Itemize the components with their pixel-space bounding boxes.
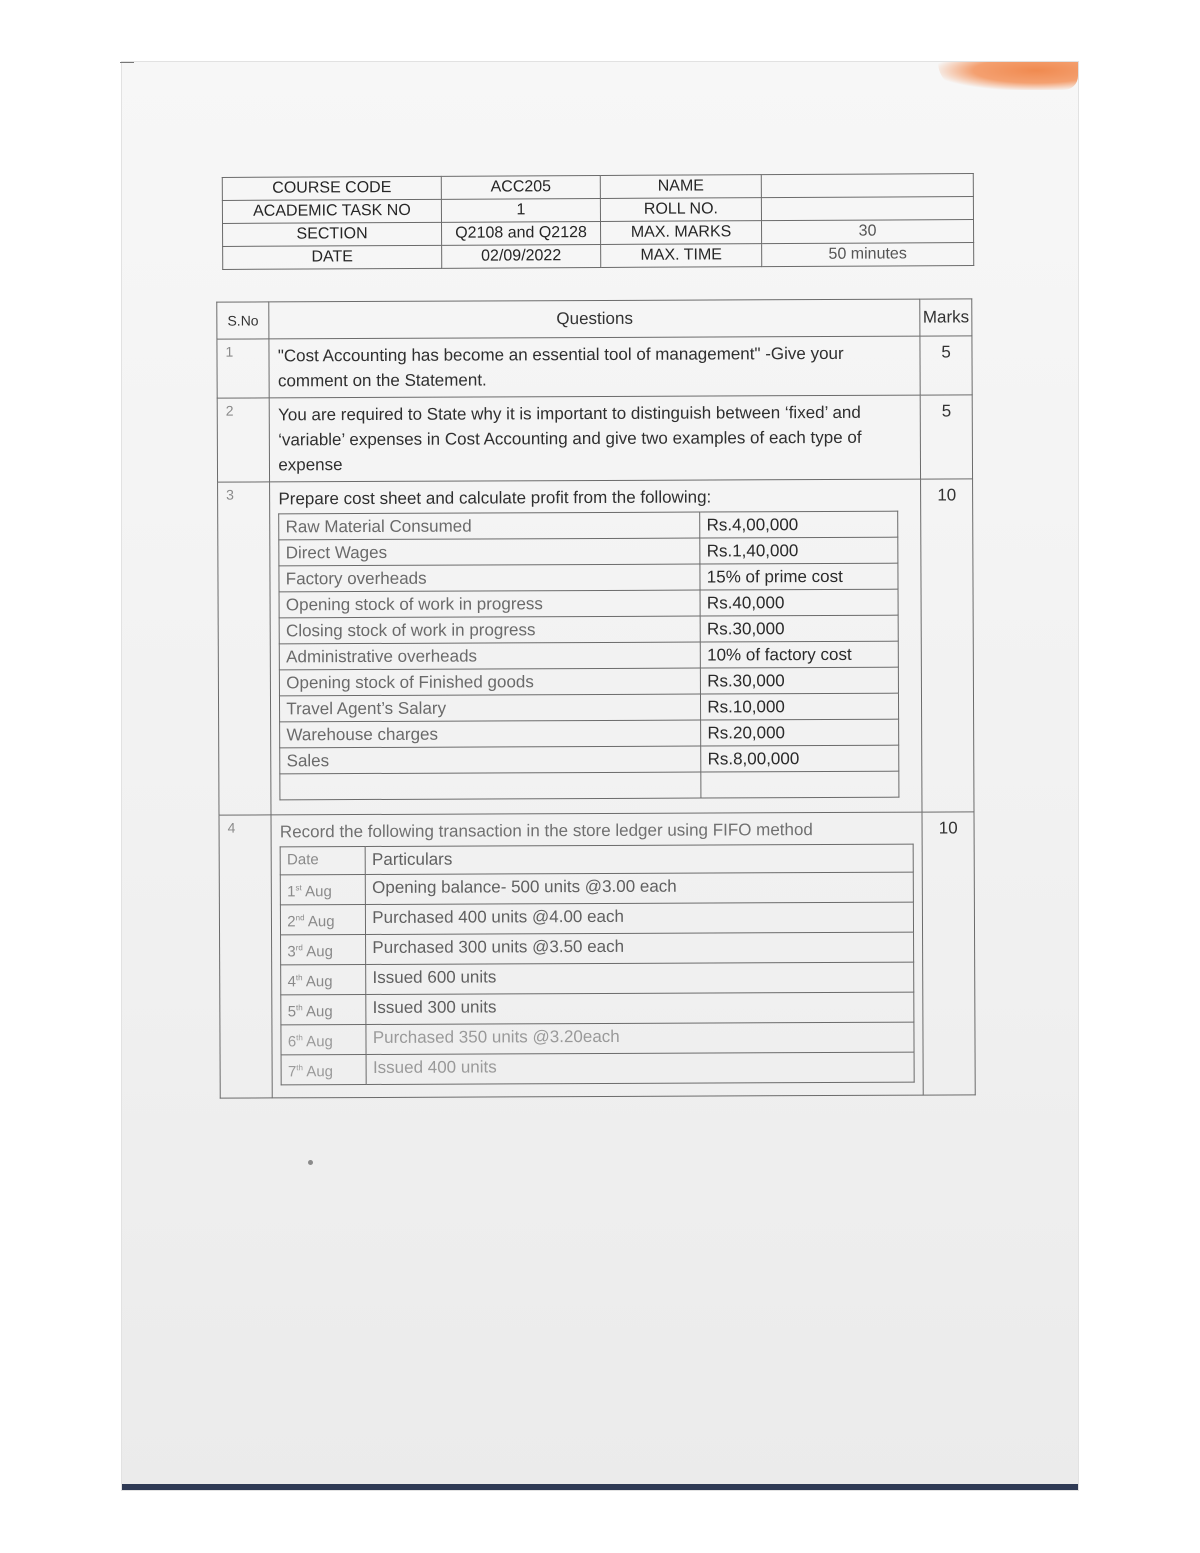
cost-item-amount: Rs.8,00,000 [701, 745, 899, 772]
max-marks-value: 30 [761, 220, 973, 244]
cost-item-amount: Rs.30,000 [700, 615, 898, 642]
cost-item-label: Travel Agent’s Salary [280, 694, 701, 722]
cost-item-label: Factory overheads [279, 564, 700, 592]
cost-item-amount: Rs.30,000 [701, 667, 899, 694]
question-row-3 [218, 479, 974, 815]
name-value [761, 174, 973, 198]
marks-header: Marks [920, 299, 972, 336]
q1-marks: 5 [920, 336, 972, 395]
cost-item-label: Sales [280, 746, 701, 774]
cost-item-label: Direct Wages [279, 538, 700, 566]
q4-cell [271, 812, 923, 1098]
cost-item-amount: Rs.10,000 [701, 693, 899, 720]
q4-marks: 10 [922, 812, 975, 1095]
question-row-2 [217, 395, 972, 482]
entry-date: 4th Aug [281, 965, 366, 995]
info-row-date [223, 243, 974, 270]
cost-row [280, 745, 899, 774]
cost-item-amount: Rs.4,00,000 [700, 511, 898, 538]
section-value: Q2108 and Q2128 [442, 221, 601, 245]
entry-date: 3rd Aug [281, 935, 366, 965]
max-time-value: 50 minutes [762, 243, 974, 267]
ledger-row [281, 1022, 914, 1055]
entry-particulars: Issued 400 units [366, 1052, 914, 1084]
ink-dot [308, 1160, 313, 1165]
entry-particulars: Issued 300 units [366, 992, 914, 1024]
store-ledger-table [280, 844, 915, 1086]
cost-data-table [279, 511, 900, 801]
entry-particulars: Purchased 350 units @3.20each [366, 1022, 914, 1054]
q3-marks: 10 [921, 479, 974, 812]
particulars-header: Particulars [365, 844, 913, 874]
ledger-header-row [280, 844, 913, 875]
entry-date: 7th Aug [281, 1055, 366, 1085]
entry-particulars: Purchased 400 units @4.00 each [366, 902, 914, 934]
cost-item-label: Administrative overheads [280, 642, 701, 670]
course-code-value: ACC205 [441, 175, 600, 199]
sno-header: S.No [217, 302, 269, 339]
cost-row [280, 693, 899, 722]
cost-item-label: Warehouse charges [280, 720, 701, 748]
empty-cell [280, 772, 701, 800]
q3-text: Prepare cost sheet and calculate profit from the following: [278, 487, 712, 509]
question-row-1 [217, 336, 972, 398]
questions-table [216, 298, 975, 1098]
cost-item-label: Closing stock of work in progress [279, 616, 700, 644]
ledger-row [281, 902, 914, 935]
q2-marks: 5 [920, 395, 972, 479]
task-no-label: ACADEMIC TASK NO [222, 199, 441, 223]
q1-text: "Cost Accounting has become an essential tool of management" -Give your comment on the Statement. [269, 336, 920, 398]
cost-row [280, 667, 899, 696]
section-label: SECTION [223, 222, 442, 246]
entry-date: 5th Aug [281, 995, 366, 1025]
roll-no-label: ROLL NO. [600, 198, 761, 222]
cost-row [280, 719, 899, 748]
entry-date: 6th Aug [281, 1025, 366, 1055]
q2-text: You are required to State why it is important to distinguish between ‘fixed’ and ‘variable’ expenses in Cost Accounting and give two examples of each type of expense [269, 395, 920, 482]
cost-row [279, 537, 898, 566]
paper-edge-mark [120, 62, 134, 63]
questions-header: Questions [269, 299, 920, 339]
date-header: Date [280, 847, 365, 875]
q1-sno: 1 [217, 339, 270, 398]
max-marks-label: MAX. MARKS [600, 221, 761, 245]
entry-particulars: Opening balance- 500 units @3.00 each [366, 872, 914, 904]
cost-row [279, 563, 898, 592]
course-info-table [222, 173, 974, 270]
ledger-row [281, 962, 914, 995]
entry-date: 2nd Aug [281, 905, 366, 935]
question-row-4 [219, 812, 975, 1098]
cost-item-amount: Rs.40,000 [700, 589, 898, 616]
ledger-row [281, 1052, 914, 1085]
cost-item-amount: Rs.20,000 [701, 719, 899, 746]
cost-row [279, 511, 898, 540]
cost-row [279, 615, 898, 644]
q2-sno: 2 [217, 398, 270, 482]
cost-item-label: Opening stock of work in progress [279, 590, 700, 618]
cost-item-amount: 10% of factory cost [701, 641, 899, 668]
q4-sno: 4 [219, 815, 273, 1098]
ledger-row [281, 872, 914, 905]
name-label: NAME [600, 175, 761, 199]
cost-item-amount: Rs.1,40,000 [700, 537, 898, 564]
q4-text: Record the following transaction in the store ledger using FIFO method [279, 820, 813, 842]
empty-cell [701, 771, 899, 798]
date-label: DATE [223, 245, 442, 269]
ledger-row [281, 992, 914, 1025]
finger-shadow [938, 62, 1078, 90]
date-value: 02/09/2022 [442, 244, 601, 268]
cost-item-label: Raw Material Consumed [279, 512, 700, 540]
entry-particulars: Purchased 300 units @3.50 each [366, 932, 914, 964]
max-time-label: MAX. TIME [601, 244, 762, 268]
cost-row-empty [280, 771, 899, 800]
cost-item-label: Opening stock of Finished goods [280, 668, 701, 696]
task-no-value: 1 [441, 198, 600, 222]
cost-row [279, 589, 898, 618]
questions-header-row [217, 299, 972, 339]
entry-date: 1st Aug [281, 875, 366, 905]
q3-sno: 3 [218, 482, 272, 815]
roll-no-value [761, 197, 973, 221]
course-code-label: COURSE CODE [222, 176, 441, 200]
ledger-row [281, 932, 914, 965]
cost-row [280, 641, 899, 670]
entry-particulars: Issued 600 units [366, 962, 914, 994]
cost-item-amount: 15% of prime cost [700, 563, 898, 590]
q3-cell [270, 479, 922, 815]
